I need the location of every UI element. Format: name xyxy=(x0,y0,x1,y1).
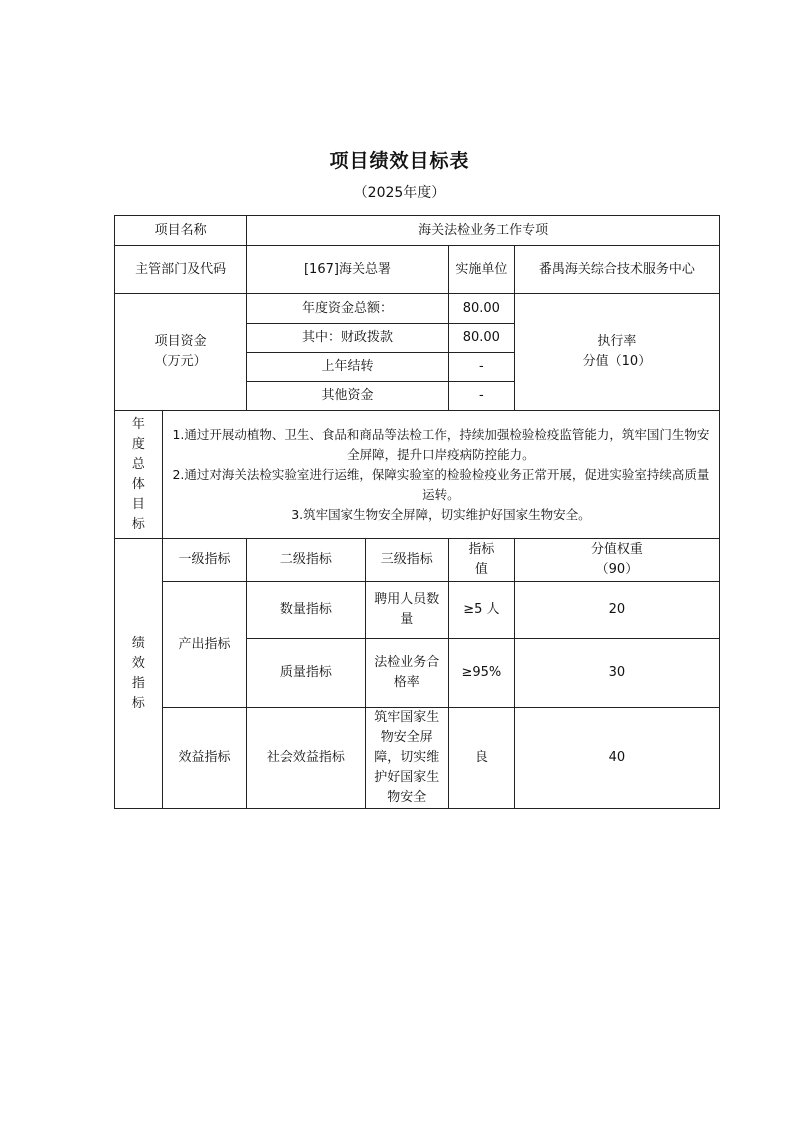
table-row-level3: 法检业务合格率 xyxy=(365,639,448,708)
indicators-label-char: 绩 xyxy=(131,635,145,651)
header-level3: 三级指标 xyxy=(365,539,448,582)
goals-label-char: 年 xyxy=(131,416,145,432)
funds-carryover-value: - xyxy=(448,353,514,382)
table-row-weight: 20 xyxy=(514,582,719,639)
funds-label-line2: （万元） xyxy=(154,354,207,369)
benefit-level1: 效益指标 xyxy=(162,708,246,809)
table-row-level2: 数量指标 xyxy=(247,582,365,639)
benefit-value: 良 xyxy=(448,708,514,809)
dept-value: [167]海关总署 xyxy=(247,246,449,294)
goal-item: 1.通过开展动植物、卫生、食品和商品等法检工作，持续加强检验检疫监管能力，筑牢国门生物安全屏障，提升口岸疫病防控能力。 xyxy=(172,426,710,462)
exec-rate-score: 分值（10） xyxy=(582,354,652,369)
indicators-label-char: 效 xyxy=(131,655,145,671)
unit-value: 番禺海关综合技术服务中心 xyxy=(514,246,719,294)
header-weight xyxy=(514,539,719,582)
table-row-level2: 质量指标 xyxy=(247,639,365,708)
funds-other-value: - xyxy=(448,382,514,411)
performance-table xyxy=(114,215,720,809)
benefit-weight: 40 xyxy=(514,708,719,809)
goal-item: 3.筑牢国家生物安全屏障，切实维护好国家生物安全。 xyxy=(291,506,591,522)
indicators-label xyxy=(115,539,163,809)
funds-fiscal-value: 80.00 xyxy=(448,324,514,353)
header-value-line1: 指标 xyxy=(468,542,495,557)
page-title: 项目绩效目标表 xyxy=(329,150,470,172)
funds-other-label: 其他资金 xyxy=(247,382,449,411)
goals-label xyxy=(115,411,163,539)
output-indicator-label: 产出指标 xyxy=(162,582,246,708)
header-value xyxy=(448,539,514,582)
header-weight-line1: 分值权重 xyxy=(590,542,643,557)
unit-label: 实施单位 xyxy=(448,246,514,294)
indicators-label-char: 指 xyxy=(131,675,145,691)
goals-label-char: 总 xyxy=(131,456,145,472)
funds-label-line1: 项目资金 xyxy=(154,334,207,349)
goals-label-char: 体 xyxy=(131,476,145,492)
goals-label-char: 目 xyxy=(131,496,145,512)
benefit-level3: 筑牢国家生物安全屏障，切实维护好国家生物安全 xyxy=(365,708,448,809)
table-row-value: ≥95% xyxy=(448,639,514,708)
header-level1: 一级指标 xyxy=(162,539,246,582)
dept-label: 主管部门及代码 xyxy=(115,246,247,294)
benefit-level2: 社会效益指标 xyxy=(247,708,365,809)
indicators-label-char: 标 xyxy=(131,695,145,711)
year-subtitle: （2025年度） xyxy=(353,185,446,201)
table-row-weight: 30 xyxy=(514,639,719,708)
funds-total-label: 年度资金总额： xyxy=(247,294,449,324)
project-name-value: 海关法检业务工作专项 xyxy=(247,216,720,246)
header-value-line2: 值 xyxy=(474,562,488,577)
goals-content xyxy=(162,411,719,539)
header-level2: 二级指标 xyxy=(247,539,365,582)
goals-label-char: 标 xyxy=(131,516,145,532)
table-row-value: ≥5 人 xyxy=(448,582,514,639)
goal-item: 2.通过对海关法检实验室进行运维，保障实验室的检验检疫业务正常开展，促进实验室持续高质量运转。 xyxy=(172,466,710,502)
header-weight-line2: （90） xyxy=(595,562,639,577)
funds-carryover-label: 上年结转 xyxy=(247,353,449,382)
exec-rate-cell xyxy=(514,294,719,411)
funds-fiscal-label: 其中：财政拨款 xyxy=(247,324,449,353)
goals-label-char: 度 xyxy=(131,436,145,452)
funds-label xyxy=(115,294,247,411)
table-row-level3: 聘用人员数量 xyxy=(365,582,448,639)
exec-rate-label: 执行率 xyxy=(597,334,637,349)
project-name-label: 项目名称 xyxy=(115,216,247,246)
funds-total-value: 80.00 xyxy=(448,294,514,324)
